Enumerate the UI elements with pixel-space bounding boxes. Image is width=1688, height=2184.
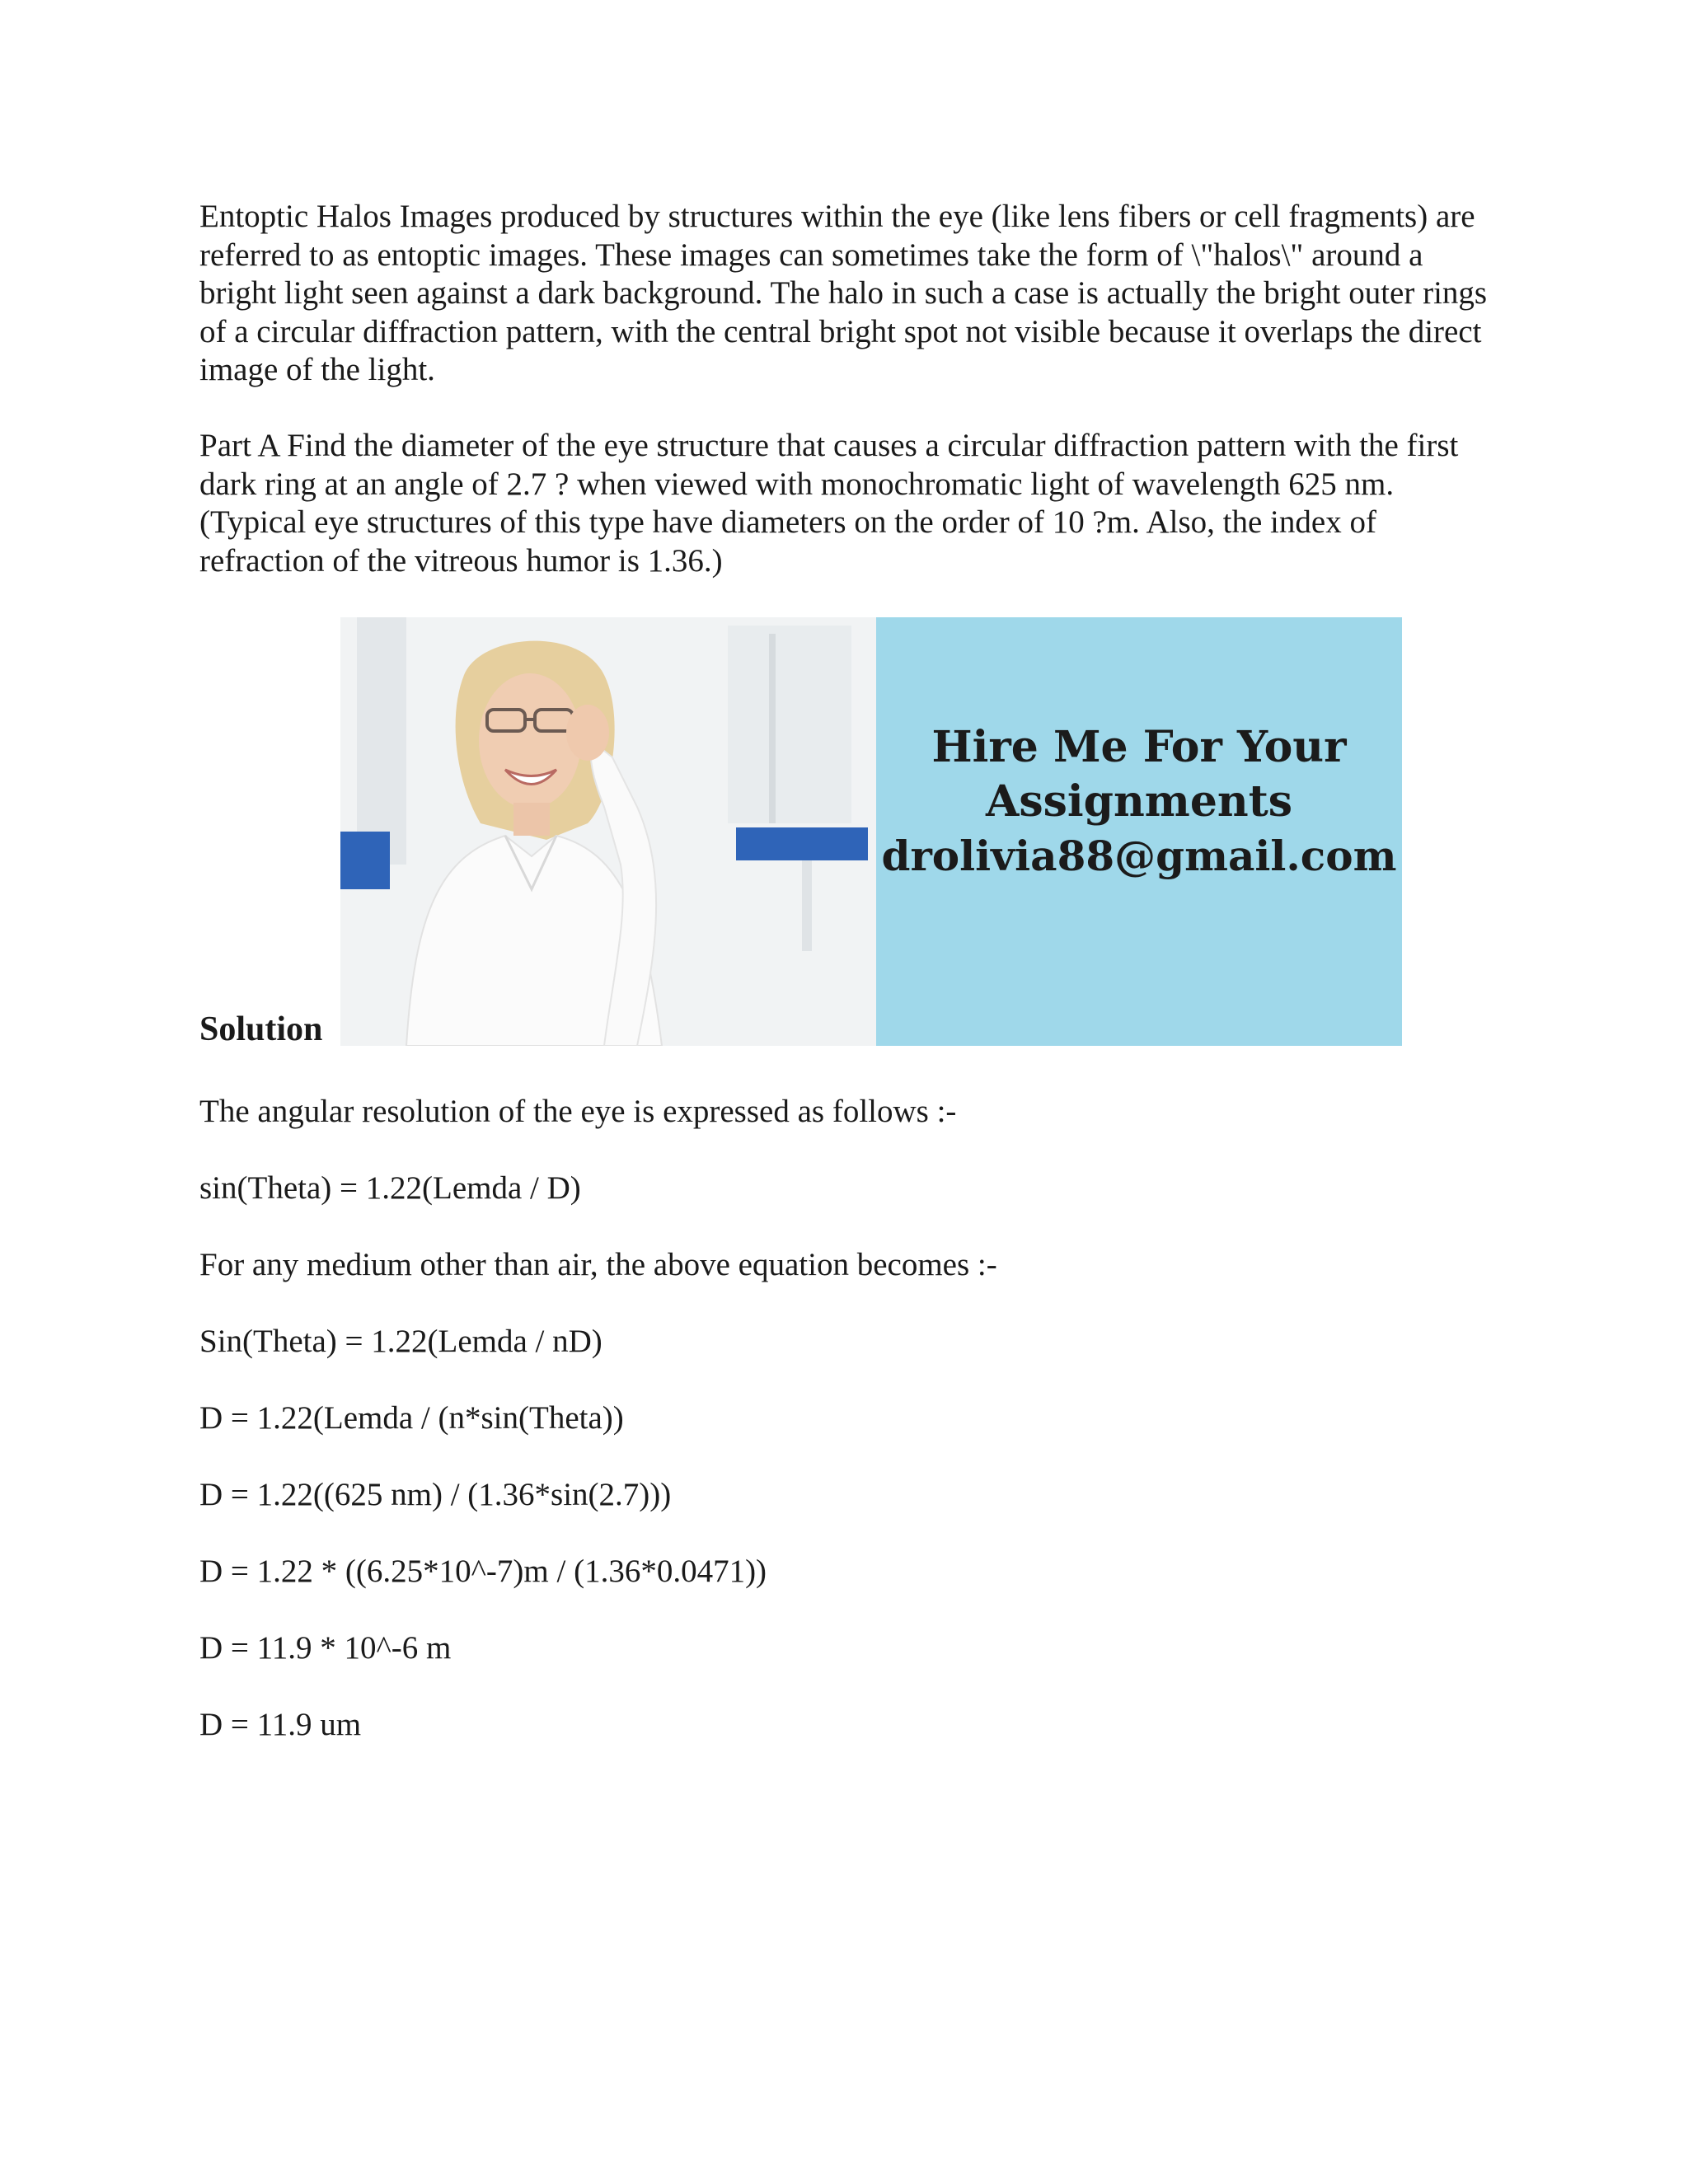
ad-email: drolivia88@gmail.com	[881, 832, 1397, 880]
solution-line: D = 1.22((625 nm) / (1.36*sin(2.7)))	[199, 1477, 672, 1512]
solution-line: D = 1.22 * ((6.25*10^-7)m / (1.36*0.0471))	[199, 1554, 767, 1589]
solution-line: Sin(Theta) = 1.22(Lemda / nD)	[199, 1324, 603, 1359]
solution-line: For any medium other than air, the above equation becomes :-	[199, 1247, 997, 1282]
solution-heading: Solution	[199, 1010, 323, 1048]
woman-with-glasses-illustration	[340, 617, 876, 1046]
advertisement-banner	[340, 617, 1402, 1046]
question-intro-paragraph: Entoptic Halos Images produced by structures within the eye (like lens fibers or cell fragments) are referred to as entoptic images. These images can sometimes take the form of \"halos\" around a bright light seen against a dark background. The halo in such a case is actually the bright outer rings of a circular diffraction pattern, with the central bright spot not visible because it overlaps the direct image of the light.	[199, 199, 1488, 387]
solution-line: sin(Theta) = 1.22(Lemda / D)	[199, 1170, 581, 1206]
solution-line: The angular resolution of the eye is expressed as follows :-	[199, 1094, 957, 1129]
solution-line: D = 11.9 * 10^-6 m	[199, 1630, 452, 1666]
ad-headline-line-2: Assignments	[985, 776, 1293, 827]
ad-headline-line-1: Hire Me For Your	[931, 722, 1347, 772]
advertisement-photo	[340, 617, 876, 1046]
question-part-a-paragraph: Part A Find the diameter of the eye structure that causes a circular diffraction pattern with the first dark ring at an angle of 2.7 ? when viewed with monochromatic light of wavelength 625 nm. (Typical eye structures of this type have diameters on the order of 10 ?m. Also, the index of refraction of the vitreous humor is 1.36.)	[199, 428, 1459, 579]
advertisement-text-panel	[876, 617, 1402, 1046]
solution-line: D = 11.9 um	[199, 1707, 362, 1742]
solution-line: D = 1.22(Lemda / (n*sin(Theta))	[199, 1400, 624, 1436]
